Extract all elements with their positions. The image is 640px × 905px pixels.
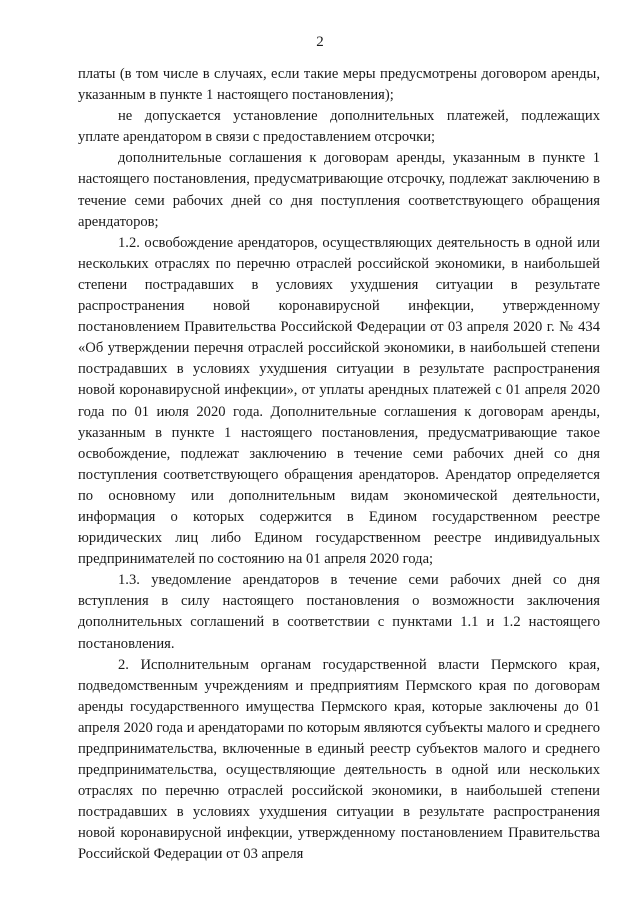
page-number: 2 [316, 34, 324, 50]
document-body [78, 64, 600, 866]
paragraph-continuation: платы (в том числе в случаях, если такие меры предусмотрены договором аренды, указанным в пункте 1 настоящего постановления); [78, 66, 600, 104]
paragraph-clause-1-3: 1.3. уведомление арендаторов в течение семи рабочих дней со дня вступления в силу настоящего постановления о возможности заключения дополнительных соглашений в соответствии с пунктами 1.1 и 1.2 настоящего постановления. [78, 572, 600, 652]
paragraph-clause-2: 2. Исполнительным органам государственной власти Пермского края, подведомственным учреждениям и предприятиям Пермского края по договорам аренды государственного имущества Пермского края, которые заключены до 01 апреля 2020 года и арендаторами по которым являются субъекты малого и среднего предпринимательства, включенные в единый реестр субъектов малого и среднего предпринимательства, осуществляющие деятельность в одной или нескольких отраслях по перечню отраслей российской экономики, в наибольшей степени пострадавших в условиях ухудшения ситуации в результате распространения новой коронавирусной инфекции, утвержденному постановлением Правительства Российской Федерации от 03 апреля [78, 656, 600, 863]
paragraph-clause-1-2: 1.2. освобождение арендаторов, осуществляющих деятельность в одной или нескольких отраслях по перечню отраслей российской экономики, в наибольшей степени пострадавших в условиях ухудшения ситуации в результате распространения новой коронавирусной инфекции, утвержденному постановлением Правительства Российской Федерации от 03 апреля 2020 г. № 434 «Об утверждении перечня отраслей российской экономики, в наибольшей степени пострадавших в условиях ухудшения ситуации в результате распространения новой коронавирусной инфекции», от уплаты арендных платежей с 01 апреля 2020 года по 01 июля 2020 года. Дополнительные соглашения к договорам аренды, указанным в пункте 1 настоящего постановления, предусматривающие такое освобождение, подлежат заключению в течение семи рабочих дней со дня поступления соответствующего обращения арендаторов. Арендатор определяется по основному или дополнительным видам экономической деятельности, информация о которых содержится в Едином государственном реестре юридических лиц либо Едином государственном реестре индивидуальных предпринимателей по состоянию на 01 апреля 2020 года; [78, 234, 600, 568]
paragraph-no-extra-payments: не допускается установление дополнительных платежей, подлежащих уплате арендатором в связи с предоставлением отсрочки; [78, 108, 600, 146]
paragraph-additional-agreements: дополнительные соглашения к договорам аренды, указанным в пункте 1 настоящего постановления, предусматривающие отсрочку, подлежат заключению в течение семи рабочих дней со дня поступления соответствующего обращения арендаторов; [78, 150, 600, 230]
